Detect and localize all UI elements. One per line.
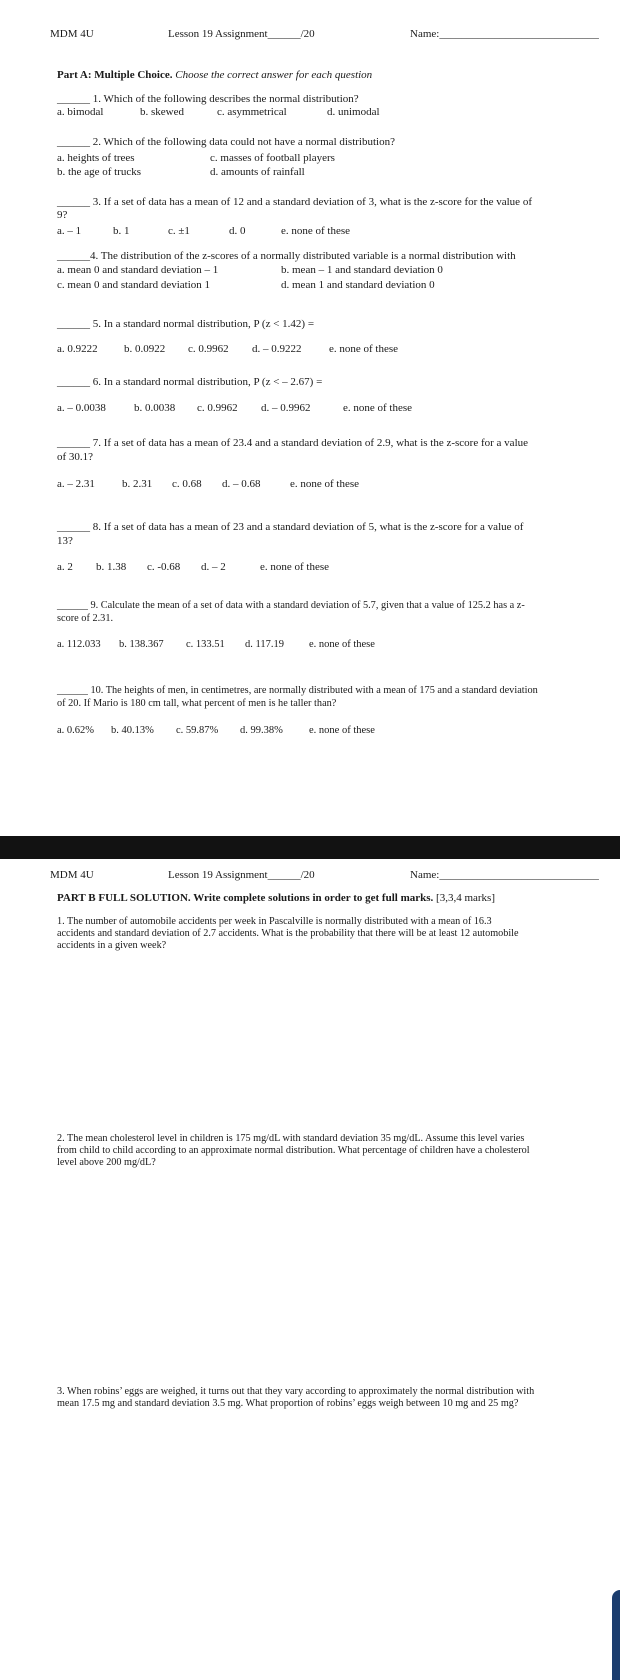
q3-option-b: b. 1 <box>113 225 130 237</box>
question-10-cont: of 20. If Mario is 180 cm tall, what percent of men is he taller than? <box>57 698 337 709</box>
q7-option-d: d. – 0.68 <box>222 478 261 490</box>
q3-option-d: d. 0 <box>229 225 246 237</box>
q9-option-d: d. 117.19 <box>245 639 284 650</box>
q7-option-c: c. 0.68 <box>172 478 202 490</box>
problem-3-line-2: mean 17.5 mg and standard deviation 3.5 mg. What proportion of robins’ eggs weigh between 10 mg and 25 mg? <box>57 1398 519 1409</box>
question-2: ______ 2. Which of the following data could not have a normal distribution? <box>57 136 395 148</box>
q5-option-d: d. – 0.9222 <box>252 343 302 355</box>
q6-option-e: e. none of these <box>343 402 413 414</box>
q1-option-c: c. asymmetrical <box>217 106 287 118</box>
question-8-cont: 13? <box>57 535 73 547</box>
q9-option-e: e. none of these <box>309 639 375 650</box>
lesson-title-2: Lesson 19 Assignment______/20 <box>168 869 315 881</box>
q2-option-b: b. the age of trucks <box>57 166 141 178</box>
q10-option-e: e. none of these <box>309 725 375 736</box>
lesson-title: Lesson 19 Assignment______/20 <box>168 28 315 40</box>
q3-option-a: a. – 1 <box>57 225 82 237</box>
q1-option-d: d. unimodal <box>327 106 380 118</box>
q1-option-b: b. skewed <box>140 106 184 118</box>
q10-option-a: a. 0.62% <box>57 725 95 736</box>
q4-option-c: c. mean 0 and standard deviation 1 <box>57 279 211 291</box>
question-7: ______ 7. If a set of data has a mean of 23.4 and a standard deviation of 2.9, what is the z-score for a value <box>57 437 529 449</box>
part-b-heading <box>57 892 495 905</box>
problem-1-line-3: accidents in a given week? <box>57 940 167 951</box>
question-3: ______ 3. If a set of data has a mean of 12 and a standard deviation of 3, what is the z-score for the value of <box>57 196 532 208</box>
q10-option-d: d. 99.38% <box>240 725 283 736</box>
problem-2-line-2: from child to child according to an approximate normal distribution. What percentage of children have a cholesterol <box>57 1145 530 1156</box>
q5-option-e: e. none of these <box>329 343 399 355</box>
q8-option-d: d. – 2 <box>201 561 226 573</box>
q6-option-a: a. – 0.0038 <box>57 402 106 414</box>
question-9-cont: score of 2.31. <box>57 613 114 624</box>
q2-option-c: c. masses of football players <box>210 152 335 164</box>
question-8: ______ 8. If a set of data has a mean of 23 and a standard deviation of 5, what is the z-score for a value of <box>57 521 524 533</box>
part-b-title: PART B FULL SOLUTION. Write complete solutions in order to get full marks. <box>57 892 434 904</box>
question-4: ______4. The distribution of the z-scores of a normally distributed variable is a normal distribution with <box>57 250 516 262</box>
q5-option-c: c. 0.9962 <box>188 343 229 355</box>
q7-option-e: e. none of these <box>290 478 360 490</box>
question-9: ______ 9. Calculate the mean of a set of data with a standard deviation of 5.7, given that a value of 125.2 has a z- <box>57 600 525 611</box>
scroll-edge-tab <box>612 1590 620 1680</box>
name-field: Name:_____________________________ <box>410 28 599 40</box>
q6-option-d: d. – 0.9962 <box>261 402 311 414</box>
question-10: ______ 10. The heights of men, in centimetres, are normally distributed with a mean of 175 and a standard deviation <box>57 685 538 696</box>
q8-option-b: b. 1.38 <box>96 561 127 573</box>
q5-option-a: a. 0.9222 <box>57 343 98 355</box>
q7-option-b: b. 2.31 <box>122 478 153 490</box>
part-a-instruction: Choose the correct answer for each question <box>175 69 373 81</box>
q3-option-c: c. ±1 <box>168 225 190 237</box>
q4-option-d: d. mean 1 and standard deviation 0 <box>281 279 435 291</box>
question-6: ______ 6. In a standard normal distribution, P (z < – 2.67) = <box>57 376 323 388</box>
problem-1-line-1: 1. The number of automobile accidents per week in Pascalville is normally distributed with a mean of 16.3 <box>57 916 492 927</box>
problem-3-line-1: 3. When robins’ eggs are weighed, it turns out that they vary according to approximately the normal distribution with <box>57 1386 535 1397</box>
problem-2-line-3: level above 200 mg/dL? <box>57 1157 156 1168</box>
q4-option-b: b. mean – 1 and standard deviation 0 <box>281 264 443 276</box>
q3-option-e: e. none of these <box>281 225 351 237</box>
course-code: MDM 4U <box>50 28 94 40</box>
q9-option-c: c. 133.51 <box>186 639 225 650</box>
q2-option-d: d. amounts of rainfall <box>210 166 305 178</box>
name-field-2: Name:_____________________________ <box>410 869 599 881</box>
problem-2-line-1: 2. The mean cholesterol level in children is 175 mg/dL with standard deviation 35 mg/dL. Assume this level varies <box>57 1133 525 1144</box>
q5-option-b: b. 0.0922 <box>124 343 166 355</box>
q6-option-b: b. 0.0038 <box>134 402 176 414</box>
question-7-cont: of 30.1? <box>57 451 94 463</box>
q4-option-a: a. mean 0 and standard deviation – 1 <box>57 264 219 276</box>
q8-option-a: a. 2 <box>57 561 73 573</box>
part-a-heading <box>57 69 372 82</box>
question-3-cont: 9? <box>57 209 68 221</box>
q6-option-c: c. 0.9962 <box>197 402 238 414</box>
q7-option-a: a. – 2.31 <box>57 478 95 490</box>
q1-option-a: a. bimodal <box>57 106 104 118</box>
q9-option-b: b. 138.367 <box>119 639 164 650</box>
q10-option-c: c. 59.87% <box>176 725 219 736</box>
part-a-title: Part A: Multiple Choice. <box>57 69 173 81</box>
q8-option-e: e. none of these <box>260 561 330 573</box>
q2-option-a: a. heights of trees <box>57 152 135 164</box>
course-code-2: MDM 4U <box>50 869 94 881</box>
q8-option-c: c. -0.68 <box>147 561 181 573</box>
part-b-marks: [3,3,4 marks] <box>436 892 495 904</box>
q9-option-a: a. 112.033 <box>57 639 101 650</box>
problem-1-line-2: accidents and standard deviation of 2.7 accidents. What is the probability that there will be at least 12 automobile <box>57 928 519 939</box>
q10-option-b: b. 40.13% <box>111 725 154 736</box>
question-5: ______ 5. In a standard normal distribution, P (z < 1.42) = <box>57 318 315 330</box>
question-1: ______ 1. Which of the following describes the normal distribution? <box>57 93 359 105</box>
page-divider <box>0 836 620 859</box>
